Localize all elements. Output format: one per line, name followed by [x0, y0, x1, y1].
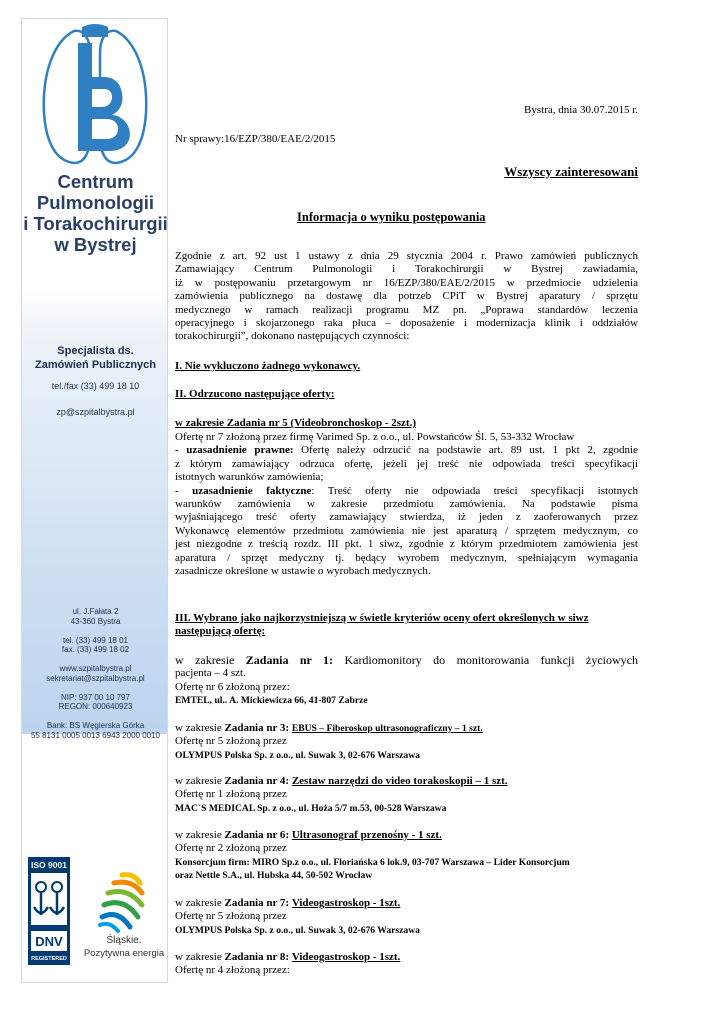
award-prefix: w zakresie — [175, 775, 225, 787]
award-company: EMTEL, ul.. A. Mickiewicza 66, 41-807 Zabrze — [175, 695, 368, 707]
registered-label: REGISTERED — [31, 956, 67, 962]
award-item: pacjenta – 4 szt. — [175, 667, 246, 680]
org-name — [22, 171, 169, 255]
section-3-line: następującą ofertę: — [175, 625, 266, 638]
task5-block — [175, 431, 638, 578]
award-item: Kardiomonitory do monitorowania funkcji życiowych — [333, 653, 638, 667]
award-offer: Ofertę nr 5 złożoną przez — [175, 910, 287, 923]
address-line: REGON: 000640923 — [58, 702, 133, 711]
intro-line: medycznego w ramach realizacji programu MZ pn. „Poprawa standardów leczenia — [175, 303, 638, 316]
award-item: Videogastroskop - 1szt. — [291, 951, 401, 963]
award-task-number: Zadania nr 8: — [224, 951, 290, 963]
specialist-line: Specjalista ds. — [57, 345, 134, 357]
award-item: Videogastroskop - 1szt. — [291, 897, 401, 909]
award-prefix: w zakresie — [175, 829, 225, 841]
org-name-line: w Bystrej — [54, 234, 137, 255]
specialist-line: Zamówień Publicznych — [34, 359, 157, 371]
award-task-7 — [175, 897, 638, 937]
award-company: oraz Nettle S.A., ul. Hubska 44, 50-502 Wrocław — [175, 870, 373, 882]
award-offer: Ofertę nr 2 złożoną przez — [175, 842, 287, 855]
award-task-3 — [175, 722, 638, 762]
section-3 — [175, 612, 638, 639]
address-line: 55 8131 0005 0013 6943 2000 0010 — [30, 730, 160, 740]
slaskie-logo — [82, 867, 166, 977]
award-item: EBUS – Fiberoskop ultrasonograficzny – 1 szt. — [291, 723, 483, 734]
spacer — [22, 655, 169, 665]
org-name-line: Centrum — [57, 171, 134, 192]
slaskie-swirl-icon — [82, 867, 166, 933]
intro-line: iż w postępowaniu przetargowym nr 16/EZP/380/EAE/2/2015 w przedmiocie udzielenia — [175, 276, 638, 289]
task5-offer: Ofertę nr 7 złożoną przez firmę Varimed Sp. z o.o., ul. Powstańców Śl. 5, 53-332 Wrocław — [175, 431, 575, 443]
slaskie-slogan: Pozytywna energia — [83, 948, 165, 959]
intro-line: torakochirurgii”, dokonano następujących czynności: — [175, 330, 410, 343]
award-prefix: w zakresie — [175, 897, 225, 909]
award-offer: Ofertę nr 1 złożoną przez — [175, 788, 287, 801]
factual-justification-text: zasadnicze określone w ustawie o wyrobach medycznych. — [175, 565, 431, 578]
email-link[interactable]: zp@szpitalbystra.pl — [56, 407, 135, 417]
dnv-label: DNV — [35, 934, 63, 949]
spacer — [22, 712, 169, 722]
award-task-number: Zadania nr 3: — [224, 722, 290, 734]
intro-line: Zgodnie z art. 92 ust 1 ustawy z dnia 29 stycznia 2004 r. Prawo zamówień publicznych — [175, 250, 638, 262]
award-offer: Ofertę nr 4 złożoną przez: — [175, 964, 290, 977]
factual-justification-text: wyjaśniającego treść oferty zamawiający stwierdza, iż jeden z zaoferowanych przez — [175, 511, 638, 524]
legal-justification-text: Ofertę należy odrzucić na podstawie art. 89 ust. 1 pkt 2, zgodnie — [293, 444, 638, 457]
factual-justification-text: warunków zamówienia w zakresie przedmiotu zamówienia. Na podstawie pisma — [175, 498, 638, 511]
legal-justification-text: istotnych warunków zamówienia; — [175, 471, 324, 484]
address-block — [22, 607, 169, 740]
org-name-line: i Torakochirurgii — [23, 213, 168, 234]
document-heading: Informacja o wyniku postępowania — [297, 210, 486, 224]
address-line: Bank: BS Węgierska Górka — [46, 721, 145, 730]
section-2: II. Odrzucono następujące oferty: — [175, 388, 335, 400]
award-offer: Ofertę nr 6 złożoną przez: — [175, 680, 290, 693]
spacer — [22, 683, 169, 693]
lungs-b-logo — [34, 23, 156, 173]
award-task-8 — [175, 951, 638, 978]
section-3-line: III. Wybrano jako najkorzystniejszą w świetle kryteriów oceny ofert określonych w siwz — [175, 612, 589, 624]
secretariat-email-link[interactable]: sekretariat@szpitalbystra.pl — [46, 673, 145, 683]
award-offer: Ofertę nr 5 złożoną przez — [175, 735, 287, 748]
address-line: tel. (33) 499 18 01 — [63, 635, 128, 645]
task5-title: w zakresie Zadania nr 5 (Videobronchoskop - 2szt.) — [175, 417, 417, 429]
award-item: Ultrasonograf przenośny - 1 szt. — [291, 829, 442, 841]
specialist-title — [22, 344, 169, 372]
intro-line: Zamawiający Centrum Pulmonologii i Torakochirurgii w Bystrej zawiadamia, — [175, 263, 638, 276]
award-task-4 — [175, 775, 638, 815]
letter-date: Bystra, dnia 30.07.2015 r. — [524, 104, 638, 116]
addressee: Wszyscy zainteresowani — [504, 164, 638, 179]
award-company: Konsorcjum firm: MIRO Sp.z o.o., ul. Floriańska 6 lok.9, 03-707 Warszawa – Lider Konsorcjum — [175, 856, 570, 868]
award-task-number: Zadania nr 6: — [224, 829, 290, 841]
factual-justification-label: - uzasadnienie faktyczne — [175, 484, 312, 497]
iso-label: ISO 9001 — [31, 860, 67, 870]
org-name-line: Pulmonologii — [36, 192, 155, 213]
legal-justification-label: - uzasadnienie prawne: — [175, 444, 294, 457]
award-task-1 — [175, 654, 638, 708]
award-company: MAC`S MEDICAL Sp. z o.o., ul. Hoża 5/7 m.53, 00-528 Warszawa — [175, 802, 447, 814]
award-task-number: Zadania nr 1: — [245, 653, 334, 667]
award-task-number: Zadania nr 4: — [224, 775, 290, 787]
address-line: NIP: 937 00 10 797 — [61, 692, 130, 702]
iso-9001-dnv-badge — [28, 857, 70, 965]
spacer — [22, 626, 169, 636]
award-item: Zestaw narzędzi do video torakoskopii – 1 szt. — [291, 775, 508, 787]
factual-justification-text: aparatura / sprzęt medyczny tj. będący wyrobem medycznym, spełniającym wymagania — [175, 551, 638, 564]
website-link[interactable]: www.szpitalbystra.pl — [59, 664, 132, 673]
factual-justification-text: Wykonawcę elementów przedmiotu zamówienia nie jest aparaturą / sprzętem medycznym, co — [175, 524, 638, 537]
award-prefix: w zakresie — [175, 951, 225, 963]
intro-line: zamówienia publicznego na dostawę dla potrzeb CPiT w Bystrej aparatury / sprzętu — [175, 290, 638, 303]
award-company: OLYMPUS Polska Sp. z o.o., ul. Suwak 3, 02-676 Warszawa — [175, 924, 420, 936]
address-line: fax. (33) 499 18 02 — [61, 645, 130, 654]
phone-fax: tel./fax (33) 499 18 10 — [51, 381, 140, 391]
sidebar — [21, 18, 168, 983]
intro-line: operacyjnego i skojarzonego raka płuca – doposażenie i modernizacja klinik i oddziałów — [175, 317, 638, 330]
intro-paragraph — [175, 250, 638, 344]
slaskie-text: Śląskie. — [106, 935, 142, 946]
section-1: I. Nie wykluczono żadnego wykonawcy. — [175, 360, 361, 372]
award-task-number: Zadania nr 7: — [224, 897, 290, 909]
award-company: OLYMPUS Polska Sp. z o.o., ul. Suwak 3, 02-676 Warszawa — [175, 749, 420, 761]
case-number: Nr sprawy:16/EZP/380/EAE/2/2015 — [175, 133, 336, 145]
factual-justification-text: : Treść oferty nie odpowiada treści specyfikacji istotnych — [311, 484, 638, 497]
legal-justification-text: z którym zamawiający odrzuca ofertę, jeżeli jej treść nie odpowiada treści specyfikacji — [175, 457, 638, 470]
award-prefix: w zakresie — [175, 722, 225, 734]
address-line: ul. J.Fałata 2 — [72, 607, 119, 616]
address-line: 43-360 Bystra — [70, 616, 121, 626]
award-task-6 — [175, 829, 638, 883]
factual-justification-text: jest niezgodne z treścią rozdz. III pkt. 1 siwz, zgodnie z którym przedmiotem zamówienia jest — [175, 538, 638, 551]
award-prefix: w zakresie — [175, 653, 246, 667]
